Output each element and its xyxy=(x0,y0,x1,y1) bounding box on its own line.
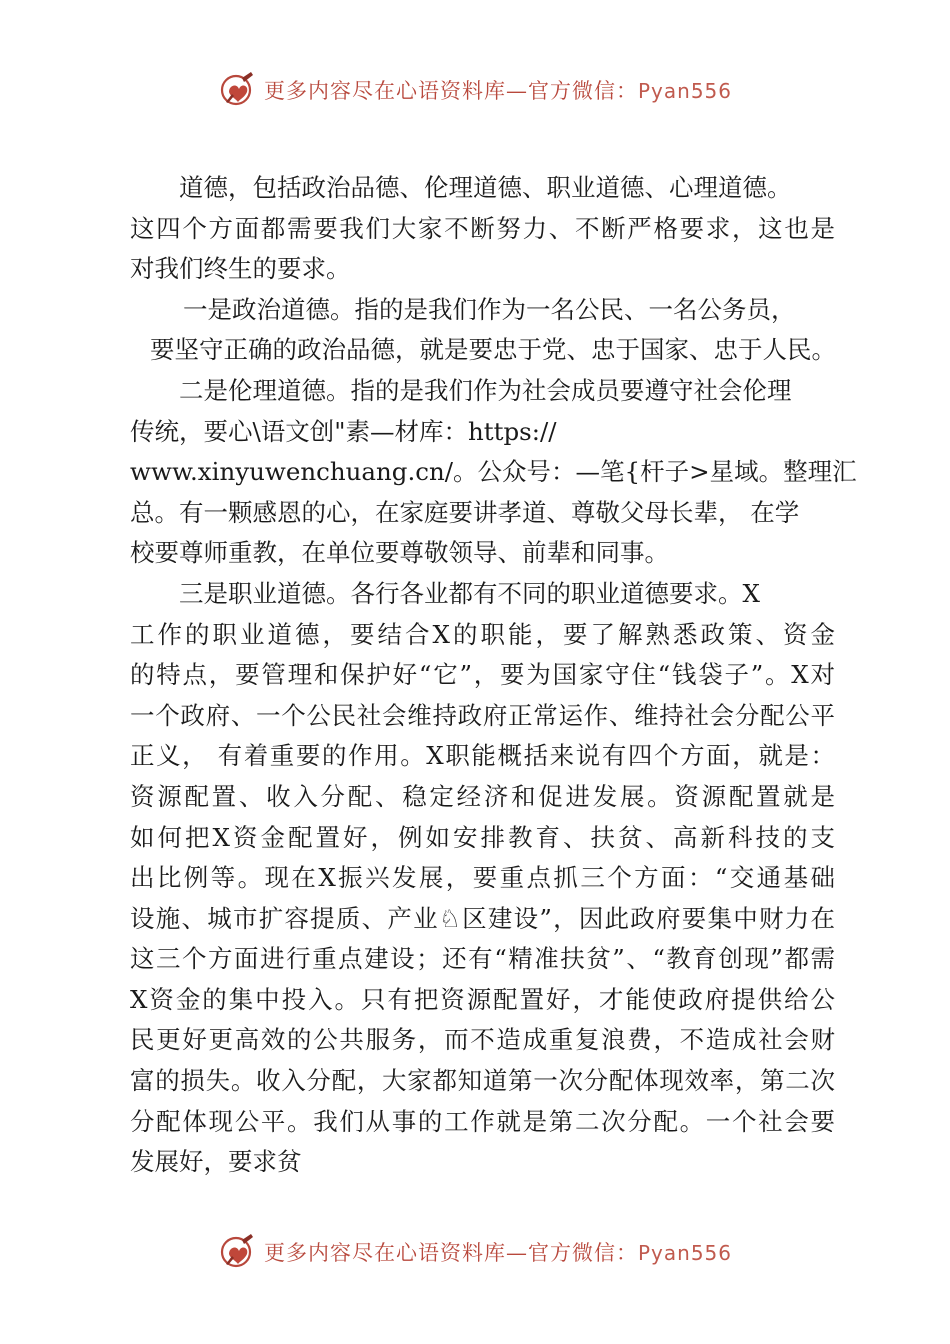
text-line: 民更好更高效的公共服务，而不造成重复浪费，不造成社会财 xyxy=(130,1025,835,1055)
text-line: 如何把X资金配置好，例如安排教育、扶贫、高新科技的支 xyxy=(130,822,835,852)
footer-banner xyxy=(0,1232,950,1272)
text-line: 资源配置、收入分配、稳定经济和促进发展。资源配置就是 xyxy=(130,781,835,811)
text-line: 要坚守正确的政治品德，就是要忠于党、忠于国家、忠于人民。 xyxy=(150,335,836,365)
text-line: 道德，包括政治品德、伦理道德、职业道德、心理道德。 xyxy=(179,173,792,202)
header-wechat-id: Pyan556 xyxy=(637,79,732,103)
text-line: 对我们终生的要求。 xyxy=(130,254,351,284)
text-line: 一个政府、一个公民社会维持政府正常运作、维持社会分配公平 xyxy=(130,700,835,730)
text-line: 三是职业道德。各行各业都有不同的职业道德要求。X xyxy=(179,578,760,608)
text-line: 传统，要心\语文创"素—材库：https:// xyxy=(130,416,557,446)
text-line: 分配体现公平。我们从事的工作就是第二次分配。一个社会要 xyxy=(130,1106,835,1136)
header-banner xyxy=(0,70,950,110)
text-line: 一是政治道德。指的是我们作为一名公民、一名公务员， xyxy=(183,294,796,324)
text-line: 的特点，要管理和保护好“它”，要为国家守住“钱袋子”。X对 xyxy=(130,660,835,690)
footer-wechat-id: Pyan556 xyxy=(637,1241,732,1265)
header-text xyxy=(264,75,732,105)
text-line: 这四个方面都需要我们大家不断努力、不断严格要求，这也是 xyxy=(130,213,835,243)
text-line: 设施、城市扩容提质、产业♘区建设”，因此政府要集中财力在 xyxy=(130,903,835,933)
text-line: 总。有一颗感恩的心，在家庭要讲孝道、尊敬父母长辈， 在学 xyxy=(130,497,800,527)
text-line: 正义， 有着重要的作用。X职能概括来说有四个方面，就是： xyxy=(130,741,835,771)
document-body xyxy=(130,168,857,1183)
header-site-text: 更多内容尽在心语资料库—官方微信： xyxy=(263,79,638,103)
footer-text xyxy=(264,1237,732,1267)
text-line: www.xinyuwenchuang.cn/。公众号：—笔{杆子>星域。整理汇 xyxy=(130,457,857,487)
text-line: 发展好，要求贫 xyxy=(130,1147,302,1177)
footer-site-text: 更多内容尽在心语资料库—官方微信： xyxy=(263,1241,638,1265)
pen-heart-logo-icon xyxy=(218,70,258,110)
text-line: 这三个方面进行重点建设；还有“精准扶贫”、“教育创现”都需 xyxy=(130,944,835,974)
text-line: 出比例等。现在X振兴发展，要重点抓三个方面：“交通基础 xyxy=(130,863,835,893)
text-line: 校要尊师重教，在单位要尊敬领导、前辈和同事。 xyxy=(130,538,669,568)
text-line: 二是伦理道德。指的是我们作为社会成员要遵守社会伦理 xyxy=(179,375,792,405)
pen-heart-logo-icon xyxy=(218,1232,258,1272)
text-line: 富的损失。收入分配，大家都知道第一次分配体现效率，第二次 xyxy=(130,1066,835,1096)
text-line: 工作的职业道德，要结合X的职能，要了解熟悉政策、资金 xyxy=(130,619,835,649)
text-line: X资金的集中投入。只有把资源配置好，才能使政府提供给公 xyxy=(130,984,835,1014)
